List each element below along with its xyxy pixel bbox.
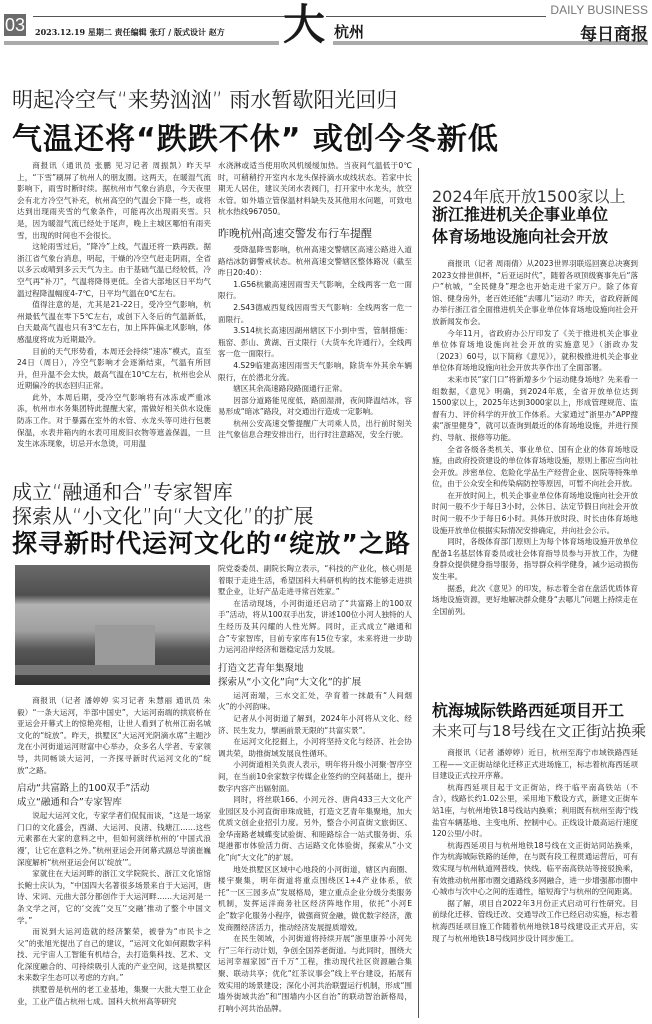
paragraph: 在活动现场，小河街道还启动了“共富路上的100双手”活动，将从100双手出发，讲述100位小河人独特的人生经历及其闪耀的人性光辉。同时，正式成立“融通和合”专家智库，目前专家库有15位专家，未来将进一步助力运河沿岸经济和谐稳定活力发展。 (218, 598, 412, 655)
column-divider (418, 168, 419, 1018)
article4-headline: 杭海城际铁路西延项目开工 (432, 701, 625, 720)
paragraph: 同时，各级体育部门原则上为每个体育场地设施开放单位配备1名基层体育委员或社会体育指导员参与开放工作，为健身群众提供健身指导服务，指导群众科学健身，减少运动损伤发生率。 (432, 537, 638, 582)
paragraph: 在开放时间上，机关企事业单位体育场地设施向社会开放时间一般不少于每日3小时，公休日、法定节假日向社会开放时间一般不少于每日6小时。具体开放时段、时长由体育场地设施开放单位根据实际情况安排确定，并向社会公示。 (432, 490, 638, 535)
paper-name-cn: 每日商报 (580, 25, 648, 45)
paragraph: 杭海西延项目与杭州地铁18号线在文正街站同站换乘，作为杭海城际铁路的延伸，在与既有段工程贯通运营后，可有效实现与杭州轨道网普线、快线、临平南高铁站等接驳换乘，有效推动杭州都市圈交通路线多网融合，进一步增强都市圈中心城市与次中心之间的连通性，缩短海宁与杭州的空间距离。 (432, 840, 638, 897)
article1-column-2 (218, 160, 412, 441)
paragraph: 2.S43德威西复线因雨雪天气影响：全线两客一危一面限行。 (218, 302, 412, 324)
article2-subhead-2b: 探索从“小文化”向“大文化”的扩展 (218, 676, 362, 688)
masthead-rule (33, 16, 293, 17)
paragraph: 据了解，项目自2022年3月份正式启动可行性研究。目前绿化迁移、管线迁改、交通导改工作已经启动实施，标志着杭海西延项目施工作随着杭州地铁18号线建设正式开启，实现了与杭州地铁18号线同步设计同步施工。 (432, 898, 638, 943)
article3-body (432, 258, 638, 617)
paragraph: 小河街道相关负责人表示，明年将升级小河聚·智序空间，在当前10余家数字传媒企业签约的空间基础上，提升数字内容产出辐射面。 (218, 760, 412, 793)
paragraph: 商报讯（记者 周雨倩）从2023世界羽联巡回赛总决赛到2023女排世俱杯，“后亚运时代”，随着各项顶级赛事先后“落户”杭城，“全民健身”理念也开始走进千家万户。除了体育馆、健身房外，老百姓还能“去哪儿”运动？昨天，省政府新闻办举行浙江省全面推进机关企事业单位体育场地设施向社会开放新闻发布会。 (432, 259, 638, 326)
paragraph: 目前的天气形势看，本周还会持续“速冻”模式，直至24日（周日），冷空气影响才会逐渐结束，气温有所回升，但升温不会太快，最高气温在10℃左右，杭州也会从近期偏冷的状态回归正常。 (17, 346, 211, 391)
masthead-rule (326, 16, 546, 17)
paragraph: 此外，本周后期，受冷空气影响将有冰冻或严重冰冻，杭州市水务集团特此提醒大家，需做好相关供水设施防冻工作。对于暴露在室外的水管、水龙头等可进行包裹保温，水表井箱内的水表可用废旧衣物等遮盖保温，一旦发生冰冻现象，切忌开水急烫，可用温 (17, 392, 211, 449)
article1-kicker: 明起冷空气“来势汹汹” 雨水暂歇阳光回归 (12, 88, 398, 112)
paragraph: 杭州公安高速交警提醒广大司乘人员，出行前时刻关注气象信息合理安排出行，出行时注意路况，安全行驶。 (218, 418, 412, 440)
article3-headline-2: 体育场地设施向社会开放 (432, 227, 609, 246)
paper-name-en: DAILY BUSINESS (550, 3, 648, 17)
paragraph: 辖区其余高速路段路面通行正常。 (233, 384, 348, 394)
article2-subhead-1b: 成立“融通和合”专家智库 (17, 797, 122, 809)
paragraph: 家就住在大运河畔的浙江文学院院长、浙江文化馆馆长鲍士庆认为，“中国四大名著很多场景来自于大运河，唐诗、宋词、元曲大部分都创作于大运河畔……大运河是一条文学之河，它的‘交流’‘交互’‘交融’推动了整个中国文学。” (17, 869, 211, 925)
paragraph: 地处拱墅区区域中心地段的小河街道，辖区内商圈、楼宇聚集，明年街道将重点围绕区1+4产业体系，依托“一区三园多点”发展格局，建立重点企业分级分类服务机制，发挥运洋商务社区经济阵地作用，依托“小河E企”数字化服务小程序，做强商贸金融，做优数字经济，激发商圈经济活力，推动经济发展提质增效。 (218, 864, 412, 932)
article4-kicker: 未来可与18号线在文正街站换乘 (432, 722, 647, 740)
paragraph: 同时，将丝联166、小河元谷、唐尚433三大文化产业园区及小河直街串珠成链，打造文艺青年集聚地，加大优质文创企业招引力度。另外，整合小河直街文旅街区、金华南路老城蝶变试验街、和睦路综合一站式服务街、乐堤港都市体验活力街、古运路文化体验街，探索从“小文化”向“大文化”的扩展。 (218, 795, 412, 863)
paragraph: 4.S29临建高速因雨雪天气影响，除货车外其余车辆限行，在於潜北分流。 (218, 360, 412, 382)
article2-column-1 (17, 695, 211, 1007)
article1-headline: 气温还将“跌跌不休” 或创今冬新低 (12, 122, 499, 157)
paragraph: 商报讯（通讯员 张鹏 见习记者 周振凯）昨天早上，“下雪”刷屏了杭州人的朋友圈。这两天，在暖湿气流影响下，雨雪时断时续。据杭州市气象台消息，今天夜里会有北方冷空气补充，杭州高空的气温会下降一些，或将达到出现雨夹雪的气象条件，可能再次出现雨夹雪。只是，因为暖湿气流已经处于尾声，晚上主城区哪怕有雨夹雪，出现的时间也不会很长。 (17, 161, 211, 240)
paragraph: 在民生领域，小河街道将持续开展“浙里康养·小河先行”三年行动计划，争创全国养老街道。与此同时，围绕大运河幸福家园“百千万”工程，推动现代社区资源融合集聚、联动共享；优化“红茶议事会”线上平台建设，拓展有效实用的场景建设；深化小河共治联盟运行机制，形成“围墙外街域共治”和“围墙内小区自治”的联动智治新格局，打响小河共治品牌。 (218, 934, 412, 1013)
article2-kicker-2: 探索从“小文化”向“大文化”的扩展 (12, 504, 314, 528)
paragraph: 在运河文化挖掘上，小河将坚持文化与经济、社会协调共荣，助推街域发展良性循环。 (218, 737, 412, 758)
paragraph: 而说到大运河造就的经济繁荣，被誉为“市民卡之父”的张旭光提出了自己的建议，“运河文化如何跟数字科技、元宇宙人工智能有机结合，去打造集科技、艺术、文化深度融合的、可持续吸引人流的产业空间，这是拱墅区未来数字生态可以考虑的方向。” (17, 927, 211, 983)
aerial-canal-photo (15, 565, 210, 685)
paragraph: 受降温降雪影响，杭州高速交警辖区高速公路进入道路结冰防御警戒状态。杭州高速交警辖区整体路况（截至昨日20:40）： (218, 244, 412, 278)
paragraph: 运河南端，三水交汇处，孕育着一抹最有“人间烟火”的小河韵味。 (218, 690, 412, 712)
paragraph: 值得注意的是，尤其是21-22日，受冷空气影响，杭州最低气温在零下5℃左右，或创下入冬后的气温新低，白天最高气温也只有3℃左右，加上阵阵偏北风影响，体感温度将成为近期最冷。 (17, 300, 211, 344)
paragraph: 拱墅曾是杭州的老工业基地，集聚一大批大型工业企业，工业产值占杭州七成。国科大杭州高等研究 (17, 985, 211, 1006)
paragraph: 因部分道路能见度低，路面湿滑，夜间降温结冰，容易形成“暗冰”路段，对交通出行造成一定影响。 (218, 395, 412, 417)
section-title: 杭州 (334, 23, 365, 41)
paragraph: 今年11月，省政府办公厅印发了《关于推进机关企事业单位体育场地设施向社会开放的实施意见》（浙政办发〔2023〕60号，以下简称《意见》），就积极推进机关企事业单位体育场地设施向社会开放共享作出了全面部署。 (432, 328, 638, 373)
paragraph: 说起大运河文化，专家学者们侃侃而谈，“这是一场家门口的文化盛会，西湖、大运河、良渚、钱塘江……这些元素都在大家的意料之中，但如何演绎杭州的‘中国式浪漫’，让它在意料之外。”杭州亚运会开闭幕式副总导演崔巍深度解析“杭州亚运会何以‘绽放’”。 (17, 811, 211, 867)
paragraph: 全省各级各类机关、事业单位、国有企业的体育场地设施，由政府投资建设的单位体育场地设施，原则上都应当向社会开放。涉密单位、危险化学品生产经营企业、医院等特殊单位，由于公众安全和传染病防控等原因，可暂不向社会开放。 (432, 444, 638, 489)
article3-kicker: 2024年底开放1500家以上 (432, 187, 626, 206)
photo-bridge (15, 665, 210, 675)
paragraph: 1.G56杭徽高速因雨雪天气影响，全线两客一危一面限行。 (218, 279, 412, 301)
paragraph: 水浇淋或适当使用吹风机缓缓加热。当夜间气温低于0℃时，可稍稍拧开室内水龙头保持滴水成线状态。若家中长期无人居住，建议关闭水表阀门，打开家中水龙头，放空水管。如外墙立管保温材料缺失及其他用水问题，可致电杭水热线967050。 (218, 161, 412, 217)
paragraph: 商报讯（记者 潘婷婷）近日，杭州至海宁市域铁路西延工程——文正街站绿化迁移正式进场施工，标志着杭海西延项目建设正式拉开序幕。 (432, 748, 638, 781)
article1-column-1 (17, 160, 211, 450)
page-number: 03 (4, 15, 26, 35)
article2-kicker-1: 成立“融通和合”专家智库 (12, 480, 233, 504)
article4-body (432, 747, 638, 944)
paragraph: 商报讯（记者 潘婷婷 实习记者 朱慧丽 通讯员 朱毅）“一条大运河，半部中国史”，大运河南端的拱宸桥在亚运会开幕式上的惊艳亮相，让世人看到了杭州江南名城文化的“绽放”。昨天，拱墅区“大运河光阴滴水席”主题沙龙在小河街道运河财富中心举办，众多名人学者、专家领导，共同畅谈大运河，一齐探寻新时代运河文化的“绽放”之路。 (17, 696, 211, 775)
date-line: 2023.12.19 星期二 责任编辑 张玎 / 版式设计 赵方 (35, 27, 225, 37)
paragraph: 这轮雨雪过后，“降冷”上线，气温还将一跌再跌。据浙江省气象台消息，明起，干燥的冷空气赶走阴雨，全省以多云或晴到多云天气为主。由于基础气温已经较低，冷空气再“补刀”，气温将降得更低。全省大部地区日平均气温过程降温幅度4-7℃，日平均气温在0℃左右。 (17, 242, 211, 298)
paragraph: 院党委委员、副院长陶立表示，“科技的产业化，核心则是着眼于走进生活，希望国科大科研机构的技术能够走进拱墅企业，让好产品走进寻常百姓家。” (218, 564, 412, 597)
article2-headline: 探寻新时代运河文化的“绽放”之路 (12, 529, 411, 558)
article3-headline-1: 浙江推进机关企事业单位 (432, 205, 609, 224)
paragraph: 未来市民“家门口”将新增多少个运动健身场地？先来看一组数据，《意见》明确，到2024年底，全省开放单位达到1500家以上，2025年达到3000家以上，形成管理规范、监督有力、评价科学的开放工作体系。大家通过“浙里办”APP搜索“浙里健身”，就可以查询到最近的体育场地设施，并进行预约、导航、报修等功能。 (432, 374, 638, 442)
section-logo-char: 大 (283, 0, 326, 49)
masthead-bar (4, 41, 279, 45)
article2-subhead-1a: 启动“共富路上的100双手”活动 (17, 783, 150, 795)
article2-column-2 (218, 563, 412, 1014)
article2-subhead-2a: 打造文艺青年集聚地 (218, 662, 304, 674)
paragraph: 杭海西延项目起于文正街站，终于临平南高铁站（不含），线路长约1.02公里，采用地下敷设方式，新建文正街车站1座，与杭州地铁18号线站内换乘；利用既有杭州至海宁线盐官车辆基地、主变电所、控制中心。正线设计最高运行速度120公里/小时。 (432, 782, 638, 839)
paragraph: 3.S14杭长高速因湖州辖区下小到中雪，管制措施：瓶窑、彭山、黄湖、百丈限行（大货车允许通行），全线两客一危一面限行。 (218, 326, 412, 359)
article1-subhead: 昨晚杭州高速交警发布行车提醒 (218, 226, 372, 240)
photo-water (95, 625, 155, 670)
paragraph: 据悉，此次《意见》的印发，标志着全省在盘活优质体育场地设施资源，更好地解决群众健身“去哪儿”问题上持续走在全国前列。 (432, 583, 638, 616)
paragraph: 记者从小河街道了解到，2024年小河将从文化、经济、民生发力，擘画前景无限的“共富实景”。 (218, 713, 412, 735)
